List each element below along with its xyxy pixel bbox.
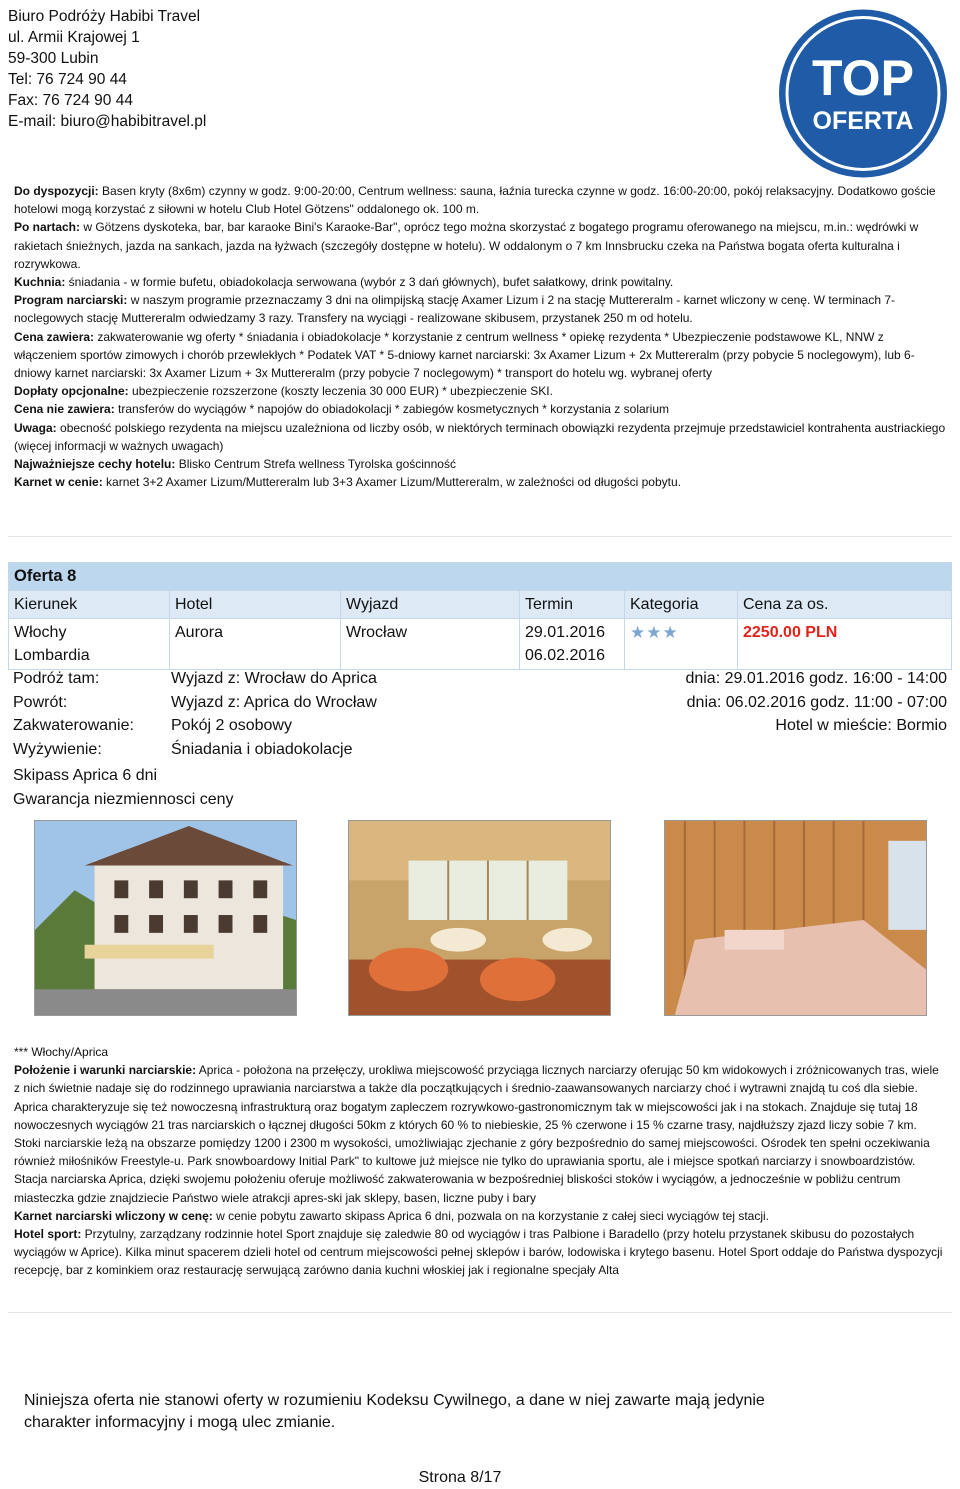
trip-room-label: Zakwaterowanie: (13, 717, 134, 734)
paragraph-kitchen: Kuchnia: śniadania - w formie bufetu, obiadokolacja serwowana (wybór z 3 dań głównych), bufet sałatkowy, drink powitalny. (14, 275, 674, 290)
agency-street: ul. Armii Krajowej 1 (8, 29, 140, 46)
offer-row (9, 619, 952, 670)
trip-out-label: Podróż tam: (13, 670, 100, 687)
offer-category (625, 619, 738, 670)
offer-price (738, 619, 952, 670)
offer-date-from: 29.01.2016 (525, 624, 606, 641)
trip-out-date: dnia: 29.01.2016 godz. 16:00 - 14:00 (685, 670, 947, 687)
agency-email: E-mail: biuro@habibitravel.pl (8, 113, 207, 130)
paragraph-apres-ski: Po nartach: w Götzens dyskoteka, bar, bar karaoke Bini's Karaoke-Bar", oprócz tego można skorzystać z bogatego programu oferowanego na miejscu, m.in.: wędrówki w rakietach śnieżnych, jazda na sankach, jazda na łyżwach (szczegóły dostępne w hotelu). W oddalonym o 7 km Innsbrucku czeka na Państwa bogata oferta kulturalna i rozrywkowa. (14, 220, 919, 271)
paragraph-price-excludes: Cena nie zawiera: transferów do wyciągów * napojów do obiadokolacji * zabiegów kosmetycznych * korzystania z solarium (14, 402, 669, 417)
agency-header (8, 6, 206, 132)
offer-date-to: 06.02.2016 (525, 647, 606, 664)
paragraph-price-includes: Cena zawiera: zakwaterowanie wg oferty * śniadania i obiadokolacje * korzystanie z centrum wellness * opiekę rezydenta * Ubezpieczenie podstawowe KL, NNW z włączeniem sportów zimowych i chorób przewlekłych * Podatek VAT * 5-dniowy karnet narciarski: 3x Axamer Lizum + 2x Muttereralm (przy pobycie 5 noclegowym), lub 6-dniowy karnet narciarski: 3x Axamer Lizum + 3x Muttereralm (przy pobycie 7 noclegowym) * transport do hotelu wg. wybranej oferty (14, 329, 915, 381)
paragraph-features: Najważniejsze cechy hotelu: Blisko Centrum Strefa wellness Tyrolska gościnność (14, 457, 456, 472)
header-price: Cena za os. (738, 591, 952, 619)
offer-region: Lombardia (14, 647, 90, 664)
header-departure: Wyjazd (341, 591, 520, 619)
agency-city: 59-300 Lubin (8, 50, 99, 67)
trip-out-value: Wyjazd z: Wrocław do Aprica (171, 670, 377, 687)
offer-hotel: Aurora (170, 619, 341, 670)
hotel-lounge-photo (348, 820, 611, 1016)
header-term: Termin (520, 591, 625, 619)
destination-description (8, 1043, 952, 1313)
offer-departure: Wrocław (341, 619, 520, 670)
legal-disclaimer: Niniejsza oferta nie stanowi oferty w rozumieniu Kodeksu Cywilnego, a dane w niej zawarte mają jedynie charakter informacyjny i mogą ulec zmianie. (24, 1392, 765, 1431)
trip-hotel-city: Hotel w mieście: Bormio (775, 717, 947, 734)
destination-heading: *** Włochy/Aprica (14, 1045, 109, 1059)
price-value: 2250.00 PLN (743, 624, 838, 641)
agency-fax: Fax: 76 724 90 44 (8, 92, 133, 109)
trip-back-date: dnia: 06.02.2016 godz. 11:00 - 07:00 (686, 693, 947, 711)
offer-country: Włochy (14, 624, 67, 641)
offer-table (8, 562, 952, 670)
trip-details (13, 667, 947, 811)
header-category: Kategoria (625, 591, 738, 619)
paragraph-ski-pass: Karnet w cenie: karnet 3+2 Axamer Lizum/Muttereralm lub 3+3 Axamer Lizum/Muttereralm, w zależności od długości pobytu. (14, 475, 681, 490)
header-hotel: Hotel (170, 591, 341, 619)
hotel-details-block (8, 182, 952, 537)
top-oferta-logo (773, 7, 953, 180)
hotel-exterior-photo (34, 820, 297, 1016)
trip-out-row (13, 667, 947, 691)
paragraph-location: Położenie i warunki narciarskie: Aprica - położona na przełęczy, urokliwa miejscowość przyciąga licznych narciarzy oferując 50 km widokowych i zróżnicowanych tras, wiele z nich świetnie nadaje się do rodzinnego uprawiania narciarstwa a także dla początkujących i średnio-zaawansowanych narciarzy choć i wytrawni znajdą tu coś dla siebie. Aprica charakteryzuje się też nowoczesną infrastrukturą oraz bogatym zapleczem rozrywkowo-gastronomicznym tak w miejscowości jak i na stokach. Znajduje się tutaj 18 nowoczesnych wyciągów 21 tras narciarskich o łącznej długości 50km z których 60 % to niebieskie, 25 % czerwone i 15 % czarne trasy, najdłuższy zjazd liczy sobie 7 km. Stoki narciarskie leżą na obszarze pomiędzy 1200 i 2300 m wysokości, umożliwiając zjechanie z góry bezpośrednio do samej miejscowości. Ośrodek ten spełni oczekiwania również miłośników Freestyle-u. Park snowboardowy Initial Park" to kultowe już miejsce nie tylko do uprawiania sportu, ale i miejsce spotkań narciarzy i snowboardzistów. Stacja narciarska Aprica, dzięki swojemu położeniu oferuje możliwość zakwaterowania w bezpośredniej bliskości stoków i wyciągów, a jednocześnie w pobliżu centrum miasteczka gdzie znajdziecie Państwo wiele atrakcji apres-ski jak sklepy, basen, liczne puby i bary (14, 1063, 939, 1205)
paragraph-ski-program: Program narciarski: w naszym programie przeznaczamy 3 dni na olimpijską stację Axamer Lizum i 2 na stację Muttereralm - karnet wliczony w cenę. W terminach 7-noclegowych stację Muttereralm odwiedzamy 3 razy. Transfery na wyciągi - realizowane skibusem, przystanek 250 m od hotelu. (14, 293, 896, 326)
offer-term (520, 619, 625, 670)
logo-oferta: OFERTA (812, 107, 914, 135)
trip-board-value: Śniadania i obiadokolacje (171, 740, 353, 758)
offer-title: Oferta 8 (9, 563, 952, 591)
logo-top: TOP (812, 50, 914, 106)
hotel-room-photo (664, 820, 927, 1016)
paragraph-hotel-sport: Hotel sport: Przytulny, zarządzany rodzinnie hotel Sport znajduje się zaledwie 80 od wyciągów i tras Palbione i Baradello (przy hotelu przystanek skibusu do pozostałych wyciągów w Aprice). Kilka minut spacerem dzieli hotel od centrum miejscowości pełnej sklepów i barów, lodowiska i krytego basenu. Hotel Sport oddaje do Państwa dyspozycji recepcję, bar z kominkiem oraz restaurację serwującą zarówno dania kuchni włoskiej jak i regionalne specjały Alta (14, 1227, 943, 1278)
paragraph-notice: Uwaga: obecność polskiego rezydenta na miejscu uzależniona od liczby osób, w niektórych terminach obowiązki rezydenta przejmuje przedstawiciel kontrahenta austriackiego (więcej informacji w ważnych uwagach) (14, 420, 946, 453)
trip-board-label: Wyżywienie: (13, 740, 102, 758)
trip-room-value: Pokój 2 osobowy (171, 717, 292, 734)
trip-board-row (13, 738, 947, 762)
trip-back-row (13, 691, 947, 715)
header-direction: Kierunek (9, 591, 170, 619)
star-rating-icon: ★★★ (630, 623, 679, 642)
trip-extra-2: Gwarancja niezmiennosci ceny (13, 790, 234, 808)
agency-tel: Tel: 76 724 90 44 (8, 71, 127, 88)
paragraph-optional-fees: Dopłaty opcjonalne: ubezpieczenie rozszerzone (koszty leczenia 30 000 EUR) * ubezpieczenie SKI. (14, 384, 553, 399)
agency-name: Biuro Podróży Habibi Travel (8, 8, 201, 25)
paragraph-facilities: Do dyspozycji: Basen kryty (8x6m) czynny w godz. 9:00-20:00, Centrum wellness: sauna, łaźnia turecka czynne w godz. 16:00-20:00, pokój relaksacyjny. Dodatkowo goście hotelowi mogą korzystać z siłowni w hotelu Club Hotel Götzens" oddalonego ok. 100 m. (14, 184, 936, 217)
offer-direction (9, 619, 170, 670)
trip-back-label: Powrót: (13, 693, 68, 711)
offer-header-row (9, 591, 952, 619)
trip-extra-1: Skipass Aprica 6 dni (13, 767, 158, 784)
trip-back-value: Wyjazd z: Aprica do Wrocław (171, 693, 377, 711)
paragraph-ski-pass-included: Karnet narciarski wliczony w cenę: w cenie pobytu zawarto skipass Aprica 6 dni, pozwala on na korzystanie z całej sieci wyciągów tej stacji. (14, 1208, 770, 1223)
page-number: Strona 8/17 (418, 1469, 502, 1486)
trip-room-row (13, 714, 947, 738)
